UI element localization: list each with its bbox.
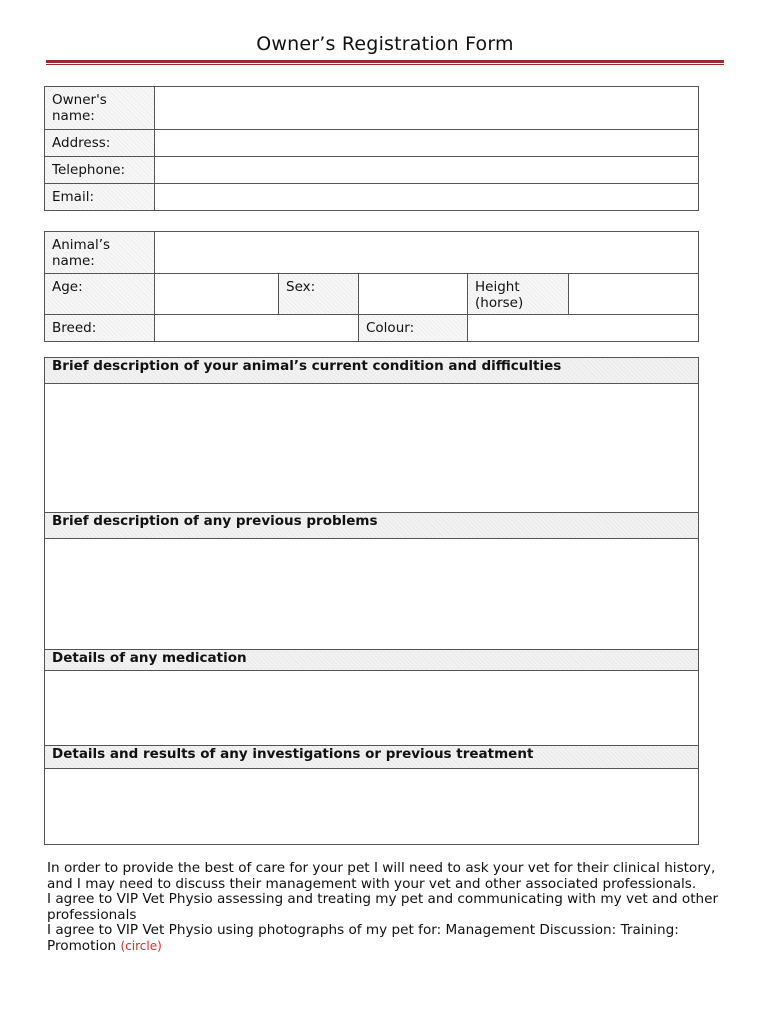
telephone-field[interactable] bbox=[155, 157, 699, 184]
age-field[interactable] bbox=[155, 274, 279, 315]
animal-name-label: Animal’s name: bbox=[45, 232, 155, 274]
investigations-heading: Details and results of any investigations or previous treatment bbox=[45, 746, 699, 769]
title-divider-thin bbox=[46, 64, 724, 65]
telephone-label: Telephone: bbox=[45, 157, 155, 184]
breed-field[interactable] bbox=[155, 315, 359, 342]
condition-field[interactable] bbox=[45, 384, 699, 513]
consent-paragraph-3 bbox=[47, 923, 727, 954]
animal-name-field[interactable] bbox=[155, 232, 699, 274]
previous-problems-field[interactable] bbox=[45, 539, 699, 650]
height-field[interactable] bbox=[569, 274, 699, 315]
owner-name-label: Owner's name: bbox=[45, 87, 155, 130]
colour-label: Colour: bbox=[359, 315, 468, 342]
sex-field[interactable] bbox=[359, 274, 468, 315]
email-field[interactable] bbox=[155, 184, 699, 211]
animal-details-table bbox=[44, 231, 699, 342]
description-sections-table bbox=[44, 357, 699, 845]
page-title: Owner’s Registration Form bbox=[256, 33, 514, 55]
consent-paragraph-2: I agree to VIP Vet Physio assessing and treating my pet and communicating with my vet and other professionals bbox=[47, 891, 719, 923]
consent-block bbox=[47, 861, 727, 955]
breed-label: Breed: bbox=[45, 315, 155, 342]
medication-heading: Details of any medication bbox=[45, 650, 699, 671]
consent-paragraph-3-text: I agree to VIP Vet Physio using photographs of my pet for: Management Discussion: Training: Promotion bbox=[47, 922, 679, 954]
previous-problems-heading: Brief description of any previous problems bbox=[45, 513, 699, 539]
address-label: Address: bbox=[45, 130, 155, 157]
sex-label: Sex: bbox=[279, 274, 359, 315]
colour-field[interactable] bbox=[468, 315, 699, 342]
owner-details-table bbox=[44, 86, 699, 211]
title-divider bbox=[46, 60, 724, 63]
owner-name-field[interactable] bbox=[155, 87, 699, 130]
email-label: Email: bbox=[45, 184, 155, 211]
address-field[interactable] bbox=[155, 130, 699, 157]
consent-paragraph-1: In order to provide the best of care for your pet I will need to ask your vet for their clinical history, and I may need to discuss their management with your vet and other associated professionals. bbox=[47, 860, 716, 892]
age-label: Age: bbox=[45, 274, 155, 315]
height-label: Height (horse) bbox=[468, 274, 569, 315]
medication-field[interactable] bbox=[45, 671, 699, 746]
investigations-field[interactable] bbox=[45, 769, 699, 845]
condition-heading: Brief description of your animal’s current condition and difficulties bbox=[45, 358, 699, 384]
circle-note: (circle) bbox=[120, 938, 162, 953]
